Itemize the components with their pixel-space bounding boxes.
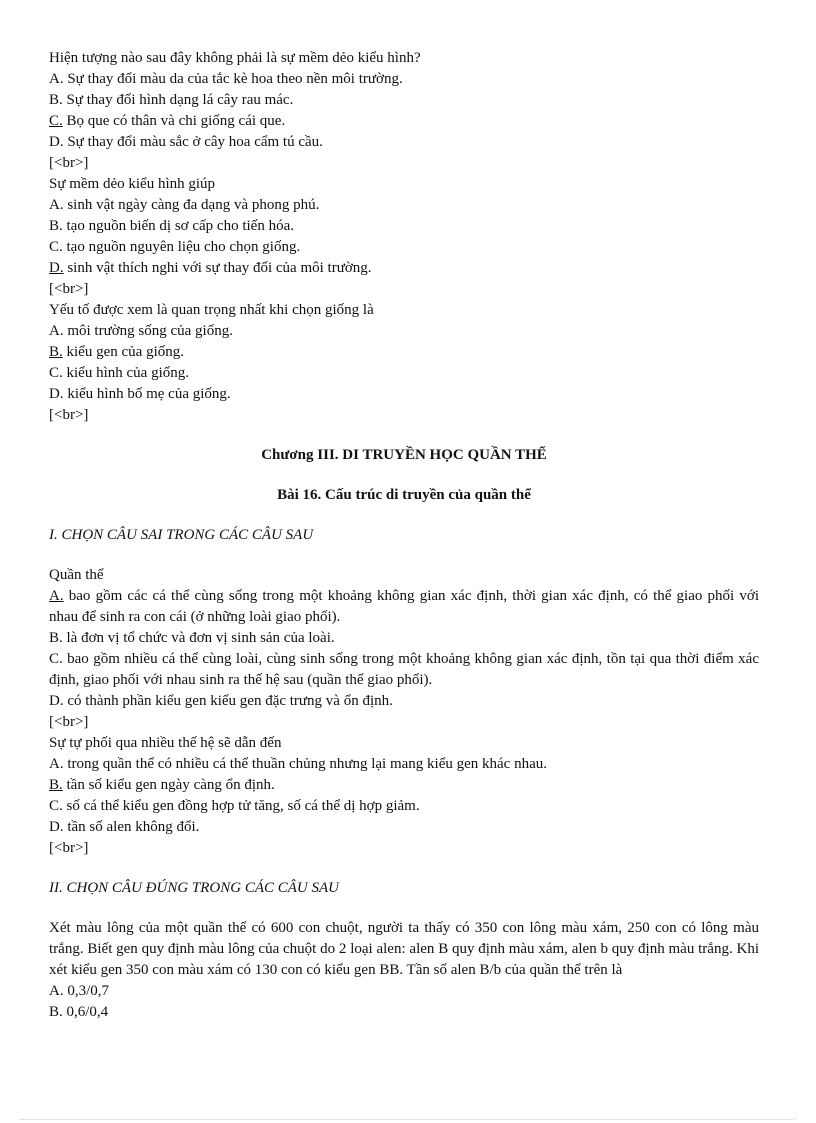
option-letter: C. [49, 365, 63, 381]
option-c [49, 237, 759, 258]
br-marker: [<br>] [49, 155, 89, 171]
option-text: 0,3/0,7 [63, 983, 110, 999]
option-text: tần số kiểu gen ngày càng ổn định. [62, 777, 275, 793]
option-a [49, 586, 759, 628]
option-text: sinh vật ngày càng đa dạng và phong phú. [63, 197, 320, 213]
option-letter-answer: C. [49, 113, 63, 129]
option-b [49, 775, 759, 796]
option-text: bao gồm nhiều cá thể cùng loài, cùng sinh sống trong một khoảng không gian xác định, tồn tại qua thời điểm xác định, giao phối với nhau sinh ra thế hệ sau (quần thể giao phối). [49, 651, 759, 688]
chapter-title: Chương III. DI TRUYỀN HỌC QUẦN THỂ [261, 447, 547, 463]
option-a [49, 981, 759, 1002]
question-block-2 [49, 174, 759, 300]
option-d [49, 384, 759, 405]
option-a [49, 754, 759, 775]
option-letter-answer: A. [49, 588, 64, 604]
option-d [49, 817, 759, 838]
option-text: môi trường sống của giống. [63, 323, 233, 339]
option-letter: C. [49, 798, 63, 814]
option-letter: C. [49, 239, 63, 255]
option-c [49, 649, 759, 691]
lesson-title: Bài 16. Cấu trúc di truyền của quần thể [277, 487, 531, 503]
page-bottom-divider [20, 1119, 796, 1120]
br-marker: [<br>] [49, 281, 89, 297]
question-block-4 [49, 565, 759, 733]
option-letter: D. [49, 134, 64, 150]
option-text: kiểu gen của giống. [62, 344, 184, 360]
option-text: tần số alen không đổi. [63, 819, 200, 835]
br-marker: [<br>] [49, 714, 89, 730]
option-letter-answer: B. [49, 777, 63, 793]
document-page [49, 48, 759, 1023]
option-letter: B. [49, 218, 63, 234]
option-text: sinh vật thích nghi với sự thay đổi của môi trường. [63, 260, 372, 276]
option-letter: B. [49, 630, 63, 646]
question-block-6 [49, 918, 759, 1023]
option-b [49, 342, 759, 363]
option-letter: D. [49, 386, 64, 402]
option-letter: A. [49, 197, 64, 213]
option-c [49, 363, 759, 384]
option-letter: B. [49, 92, 63, 108]
option-text: Bọ que có thân và chi giống cái que. [62, 113, 286, 129]
question-text: Hiện tượng nào sau đây không phải là sự mềm dẻo kiểu hình? [49, 50, 421, 66]
question-text: Sự mềm dẻo kiểu hình giúp [49, 176, 216, 192]
br-marker: [<br>] [49, 407, 89, 423]
section-title-2: II. CHỌN CÂU ĐÚNG TRONG CÁC CÂU SAU [49, 880, 340, 896]
option-text: số cá thể kiểu gen đồng hợp tử tăng, số cá thể dị hợp giảm. [62, 798, 420, 814]
option-text: 0,6/0,4 [62, 1004, 109, 1020]
option-letter: B. [49, 1004, 63, 1020]
option-letter: A. [49, 323, 64, 339]
option-letter: D. [49, 693, 64, 709]
option-letter-answer: B. [49, 344, 63, 360]
option-d [49, 132, 759, 153]
option-text: tạo nguồn biến dị sơ cấp cho tiến hóa. [62, 218, 294, 234]
option-text: có thành phần kiểu gen kiểu gen đặc trưng và ổn định. [63, 693, 393, 709]
option-b [49, 1002, 759, 1023]
option-a [49, 195, 759, 216]
option-text: là đơn vị tổ chức và đơn vị sinh sản của loài. [62, 630, 335, 646]
option-b [49, 216, 759, 237]
question-text: Yếu tố được xem là quan trọng nhất khi chọn giống là [49, 302, 374, 318]
option-d [49, 691, 759, 712]
option-text: tạo nguồn nguyên liệu cho chọn giống. [62, 239, 301, 255]
option-letter: A. [49, 983, 64, 999]
option-text: bao gồm các cá thể cùng sống trong một khoảng không gian xác định, thời gian xác định, có thể giao phối với nhau để sinh ra con cái (ở những loài giao phối). [49, 588, 759, 625]
question-text: Quần thể [49, 567, 104, 583]
option-text: Sự thay đổi màu sắc ở cây hoa cẩm tú cầu. [63, 134, 323, 150]
question-block-1 [49, 48, 759, 174]
option-letter: C. [49, 651, 63, 667]
question-block-3 [49, 300, 759, 426]
option-letter: A. [49, 71, 64, 87]
br-marker: [<br>] [49, 840, 89, 856]
option-text: kiểu hình bố mẹ của giống. [63, 386, 231, 402]
option-b [49, 628, 759, 649]
option-letter: D. [49, 819, 64, 835]
option-c [49, 796, 759, 817]
option-text: trong quần thể có nhiều cá thể thuần chủng nhưng lại mang kiểu gen khác nhau. [63, 756, 547, 772]
question-text: Xét màu lông của một quần thể có 600 con chuột, người ta thấy có 350 con lông màu xám, 250 con có lông màu trắng. Biết gen quy định màu lông của chuột do 2 loại alen: alen B quy định màu xám, alen b quy định màu trắng. Khi xét kiểu gen 350 con màu xám có 130 con có kiểu gen BB. Tần số alen B/b của quần thể trên là [49, 920, 759, 978]
option-d [49, 258, 759, 279]
option-letter-answer: D. [49, 260, 64, 276]
option-text: Sự thay đổi hình dạng lá cây rau mác. [62, 92, 294, 108]
question-block-5 [49, 733, 759, 859]
section-title-1: I. CHỌN CÂU SAI TRONG CÁC CÂU SAU [49, 527, 314, 543]
option-b [49, 90, 759, 111]
option-c [49, 111, 759, 132]
question-text: Sự tự phối qua nhiều thế hệ sẽ dẫn đến [49, 735, 282, 751]
option-letter: A. [49, 756, 64, 772]
option-a [49, 69, 759, 90]
option-text: kiểu hình của giống. [62, 365, 189, 381]
option-a [49, 321, 759, 342]
option-text: Sự thay đổi màu da của tắc kè hoa theo nền môi trường. [63, 71, 403, 87]
